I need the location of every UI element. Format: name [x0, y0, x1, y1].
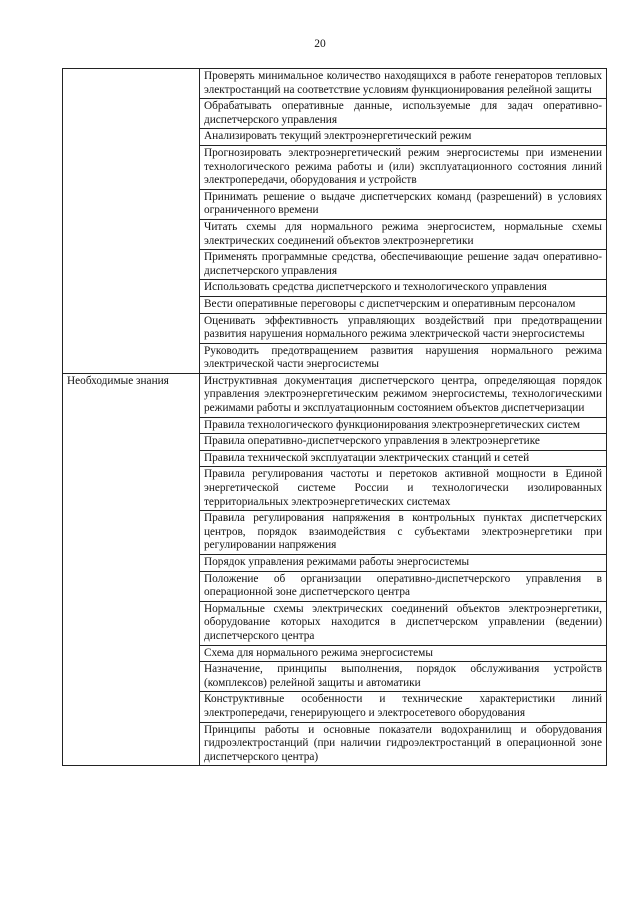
knowledge-group-label: Необходимые знания: [63, 373, 200, 765]
skill-item: Читать схемы для нормального режима энергосистем, нормальные схемы электрических соединений объектов электроэнергетики: [200, 219, 607, 249]
knowledge-item: Назначение, принципы выполнения, порядок обслуживания устройств (комплексов) релейной защиты и автоматики: [200, 662, 607, 692]
skill-item: Проверять минимальное количество находящихся в работе генераторов тепловых электростанций на соответствие условиям функционирования релейной защиты: [200, 69, 607, 99]
skill-item: Оценивать эффективность управляющих воздействий при предотвращении развития нарушения нормального режима электрической части энергосистемы: [200, 313, 607, 343]
knowledge-item: Правила технологического функционирования электроэнергетических систем: [200, 417, 607, 434]
knowledge-item: Порядок управления режимами работы энергосистемы: [200, 555, 607, 572]
skills-group-label: [63, 69, 200, 374]
skill-item: Вести оперативные переговоры с диспетчерским и оперативным персоналом: [200, 296, 607, 313]
knowledge-item: Принципы работы и основные показатели водохранилищ и оборудования гидроэлектростанций (при наличии гидроэлектростанций в операционной зоне диспетчерского центра): [200, 722, 607, 766]
knowledge-item: Правила регулирования частоты и перетоков активной мощности в Единой энергетической системе России и технологически изолированных территориальных электроэнергетических системах: [200, 467, 607, 511]
knowledge-item: Правила оперативно-диспетчерского управления в электроэнергетике: [200, 434, 607, 451]
knowledge-item: Положение об организации оперативно-диспетчерского управления в операционной зоне диспетчерского центра: [200, 571, 607, 601]
skill-item: Обрабатывать оперативные данные, используемые для задач оперативно-диспетчерского управления: [200, 99, 607, 129]
skill-item: Использовать средства диспетчерского и технологического управления: [200, 280, 607, 297]
skill-item: Принимать решение о выдаче диспетчерских команд (разрешений) в условиях ограниченного времени: [200, 189, 607, 219]
page-number: 20: [314, 38, 326, 50]
knowledge-item: Схема для нормального режима энергосистемы: [200, 645, 607, 662]
knowledge-item: Правила регулирования напряжения в контрольных пунктах диспетчерских центров, порядок взаимодействия с субъектами электроэнергетики при регулировании напряжения: [200, 511, 607, 555]
knowledge-item: Конструктивные особенности и технические характеристики линий электропередачи, генерирующего и электросетевого оборудования: [200, 692, 607, 722]
knowledge-item: Нормальные схемы электрических соединений объектов электроэнергетики, оборудование которых находится в диспетчерском управлении (ведении) диспетчерского центра: [200, 601, 607, 645]
knowledge-item: Инструктивная документация диспетчерского центра, определяющая порядок управления электроэнергетическим режимом энергосистемы, технологическими режимами работы и эксплуатационным состоянием объектов диспетчеризации: [200, 373, 607, 417]
skill-item: Прогнозировать электроэнергетический режим энергосистемы при изменении технологического режима работы и (или) эксплуатационного состояния линий электропередачи, оборудования и устройств: [200, 145, 607, 189]
skill-item: Анализировать текущий электроэнергетический режим: [200, 129, 607, 146]
table-row: [63, 373, 607, 417]
competency-table-body: [63, 69, 607, 766]
competency-table: [62, 68, 607, 766]
skill-item: Руководить предотвращением развития нарушения нормального режима электрической части энергосистемы: [200, 343, 607, 373]
skill-item: Применять программные средства, обеспечивающие решение задач оперативно-диспетчерского управления: [200, 250, 607, 280]
table-row: [63, 69, 607, 99]
knowledge-item: Правила технической эксплуатации электрических станций и сетей: [200, 450, 607, 467]
